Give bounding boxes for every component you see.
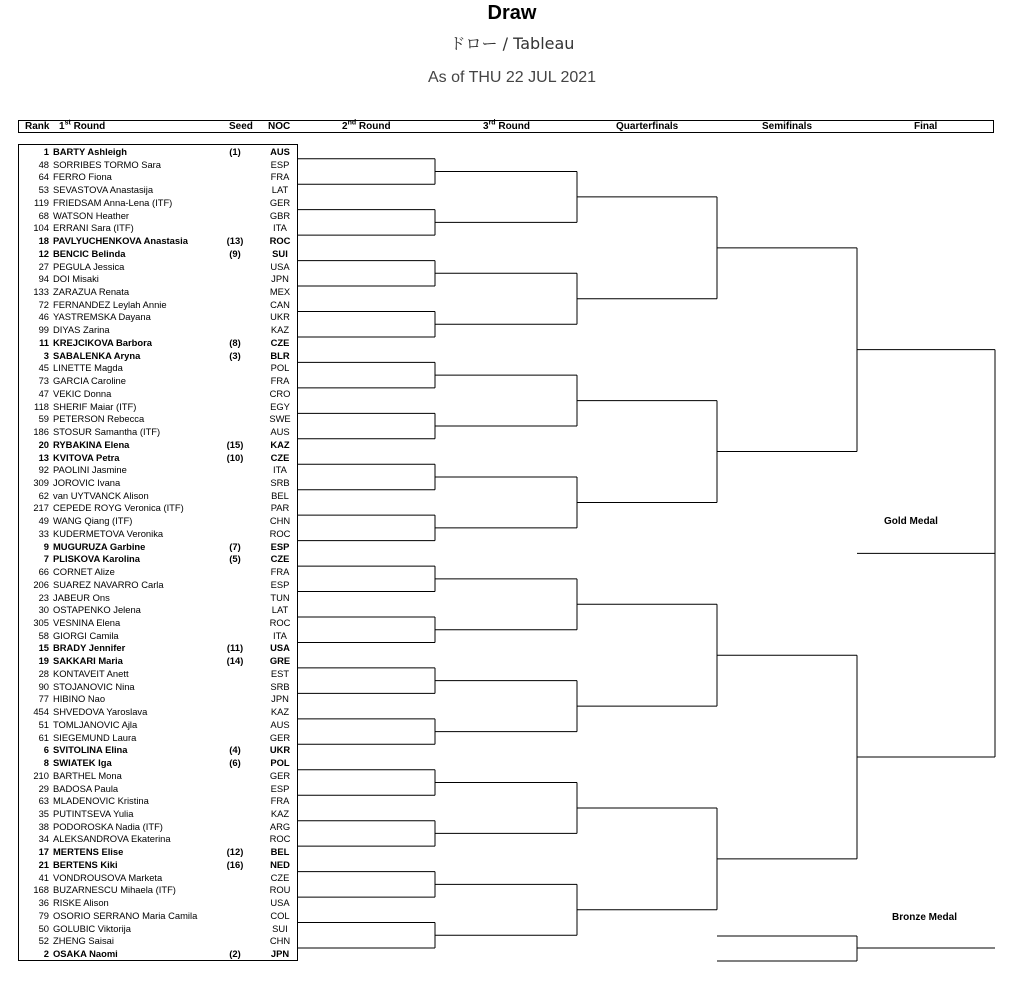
- player-noc: BEL: [271, 489, 289, 501]
- player-noc: BEL: [270, 846, 290, 858]
- player-noc: GBR: [269, 209, 291, 221]
- player-name: OSTAPENKO Jelena: [53, 604, 141, 616]
- player-rank: 210: [33, 769, 49, 781]
- player-name: BARTHEL Mona: [53, 769, 122, 781]
- player-name: PETERSON Rebecca: [53, 413, 145, 425]
- player-name: PEGULA Jessica: [53, 260, 125, 272]
- player-rank: 27: [38, 260, 49, 272]
- player-noc: FRA: [270, 795, 290, 807]
- player-name: ERRANI Sara (ITF): [53, 222, 134, 234]
- player-noc: TUN: [270, 591, 290, 603]
- player-name: van UYTVANCK Alison: [53, 489, 149, 501]
- player-name: JOROVIC Ivana: [53, 476, 121, 488]
- as-of-date: As of THU 22 JUL 2021: [427, 69, 597, 86]
- player-noc: CAN: [270, 298, 290, 310]
- player-noc: ITA: [273, 629, 287, 641]
- player-name: SWIATEK Iga: [53, 757, 112, 769]
- player-noc: PAR: [270, 502, 290, 514]
- player-rank: 51: [38, 718, 49, 730]
- player-rank: 49: [38, 515, 49, 527]
- col-quarterfinals: Quarterfinals: [616, 121, 679, 132]
- player-rank: 68: [38, 209, 49, 221]
- player-rank: 66: [38, 566, 49, 578]
- player-name: KUDERMETOVA Veronika: [53, 527, 164, 539]
- player-rank: 99: [38, 324, 49, 336]
- player-rank: 21: [38, 858, 49, 870]
- player-rank: 61: [38, 731, 49, 743]
- player-noc: UKR: [269, 744, 291, 756]
- player-name: FERRO Fiona: [53, 171, 112, 183]
- player-noc: BLR: [270, 349, 290, 361]
- player-rank: 50: [38, 922, 49, 934]
- player-name: GOLUBIC Viktorija: [53, 922, 131, 934]
- player-name: DOI Misaki: [53, 273, 99, 285]
- player-noc: POL: [270, 362, 290, 374]
- player-noc: FRA: [270, 171, 290, 183]
- player-name: SUAREZ NAVARRO Carla: [53, 578, 164, 590]
- player-noc: ROC: [269, 833, 291, 845]
- player-noc: CHN: [269, 515, 291, 527]
- player-name: RISKE Alison: [53, 897, 109, 909]
- player-rank: 168: [33, 884, 49, 896]
- player-rank: 8: [43, 757, 49, 769]
- player-rank: 217: [33, 502, 49, 514]
- player-rank: 12: [38, 247, 49, 259]
- player-name: STOJANOVIC Nina: [53, 680, 135, 692]
- player-noc: ROC: [269, 617, 291, 628]
- player-name: BADOSA Paula: [53, 782, 119, 794]
- player-name: WATSON Heather: [53, 209, 130, 221]
- player-rank: 35: [38, 807, 49, 819]
- player-noc: CZE: [270, 336, 290, 348]
- player-rank: 62: [38, 489, 49, 501]
- player-name: ALEKSANDROVA Ekaterina: [53, 833, 171, 845]
- player-rank: 18: [38, 235, 49, 247]
- player-name: SABALENKA Aryna: [53, 349, 141, 361]
- player-noc: CZE: [270, 451, 290, 463]
- player-noc: USA: [270, 260, 290, 272]
- player-noc: MEX: [269, 286, 291, 298]
- player-noc: LAT: [271, 604, 289, 616]
- player-noc: AUS: [270, 426, 290, 438]
- player-noc: POL: [270, 757, 290, 769]
- player-noc: USA: [270, 642, 290, 654]
- player-rank: 47: [38, 387, 49, 399]
- player-name: OSORIO SERRANO Maria Camila: [53, 909, 198, 921]
- player-seed: (12): [226, 846, 244, 858]
- player-name: PAOLINI Jasmine: [53, 464, 127, 476]
- player-noc: ESP: [270, 578, 290, 590]
- col-third-round: 3rd Round: [483, 119, 530, 132]
- player-noc: SRB: [270, 476, 290, 488]
- player-name: BRADY Jennifer: [53, 642, 126, 654]
- player-noc: JPN: [271, 273, 289, 285]
- player-noc: ESP: [270, 782, 290, 794]
- player-name: VESNINA Elena: [53, 617, 121, 628]
- player-noc: KAZ: [270, 807, 290, 819]
- player-seed: (7): [229, 540, 241, 552]
- player-noc: NED: [270, 858, 290, 870]
- player-rank: 73: [38, 375, 49, 387]
- player-seed: (10): [226, 451, 244, 463]
- player-name: VEKIC Donna: [53, 387, 112, 399]
- player-name: BENCIC Belinda: [53, 247, 126, 259]
- player-noc: SUI: [272, 922, 288, 934]
- player-noc: ROC: [269, 235, 291, 247]
- player-name: PAVLYUCHENKOVA Anastasia: [53, 235, 188, 247]
- player-rank: 118: [34, 400, 49, 412]
- player-noc: ARG: [269, 820, 291, 832]
- player-rank: 58: [38, 629, 49, 641]
- player-rank: 206: [33, 578, 49, 590]
- player-name: RYBAKINA Elena: [53, 438, 130, 450]
- player-rank: 6: [43, 744, 49, 756]
- player-noc: UKR: [270, 311, 290, 323]
- player-seed: (5): [229, 553, 241, 565]
- player-noc: COL: [270, 909, 290, 921]
- col-second-round: 2nd Round: [342, 119, 391, 132]
- player-noc: USA: [270, 897, 290, 909]
- player-noc: FRA: [270, 375, 290, 387]
- player-name: SEVASTOVA Anastasija: [53, 184, 154, 196]
- player-seed: (6): [229, 757, 241, 769]
- player-noc: SRB: [270, 680, 290, 692]
- player-seed: (15): [226, 438, 244, 450]
- player-rank: 90: [38, 680, 49, 692]
- player-rank: 309: [33, 476, 49, 488]
- player-noc: CZE: [270, 553, 290, 565]
- player-name: PUTINTSEVA Yulia: [53, 807, 134, 819]
- player-rank: 59: [38, 413, 49, 425]
- player-rank: 63: [38, 795, 49, 807]
- player-rank: 94: [38, 273, 49, 285]
- player-noc: JPN: [270, 947, 290, 959]
- player-rank: 9: [43, 540, 49, 552]
- player-name: KREJCIKOVA Barbora: [53, 336, 152, 348]
- player-name: CORNET Alize: [53, 566, 115, 578]
- player-name: BUZARNESCU Mihaela (ITF): [53, 884, 176, 896]
- player-rank: 3: [43, 349, 49, 361]
- col-noc: NOC: [268, 121, 291, 132]
- player-name: PODOROSKA Nadia (ITF): [53, 820, 163, 832]
- player-noc: FRA: [270, 566, 290, 578]
- player-seed: (13): [226, 235, 244, 247]
- player-name: PLISKOVA Karolina: [53, 553, 140, 565]
- player-rank: 48: [38, 158, 49, 170]
- player-noc: CZE: [270, 871, 290, 883]
- player-seed: (14): [226, 655, 244, 667]
- col-final: Final: [914, 121, 938, 132]
- player-name: ZARAZUA Renata: [53, 286, 130, 298]
- player-noc: GRE: [269, 655, 291, 667]
- player-name: SIEGEMUND Laura: [53, 731, 137, 743]
- player-name: BERTENS Kiki: [53, 858, 118, 870]
- player-name: YASTREMSKA Dayana: [53, 311, 151, 323]
- player-noc: ESP: [270, 158, 290, 170]
- player-noc: KAZ: [270, 438, 290, 450]
- player-rank: 7: [43, 553, 49, 565]
- player-rank: 46: [38, 311, 49, 323]
- player-name: CEPEDE ROYG Veronica (ITF): [53, 502, 184, 514]
- player-rank: 119: [34, 196, 49, 208]
- player-seed: (11): [226, 642, 244, 654]
- player-noc: LAT: [271, 184, 289, 196]
- player-noc: EST: [270, 667, 290, 679]
- player-rank: 15: [38, 642, 49, 654]
- player-rank: 19: [38, 655, 49, 667]
- player-name: SAKKARI Maria: [53, 655, 123, 667]
- player-name: SVITOLINA Elina: [53, 744, 128, 756]
- gold-medal-label: Gold Medal: [884, 516, 938, 527]
- player-rank: 28: [38, 667, 49, 679]
- player-name: HIBINO Nao: [53, 693, 106, 705]
- player-noc: ROU: [269, 884, 291, 896]
- player-noc: KAZ: [270, 706, 290, 718]
- player-noc: ITA: [273, 222, 287, 234]
- player-rank: 305: [33, 617, 49, 628]
- player-rank: 186: [33, 426, 49, 438]
- player-noc: AUS: [270, 146, 290, 157]
- player-noc: ROC: [269, 527, 291, 539]
- player-name: TOMLJANOVIC Ajla: [53, 718, 138, 730]
- player-name: SHVEDOVA Yaroslava: [53, 706, 148, 718]
- player-name: FRIEDSAM Anna-Lena (ITF): [53, 196, 173, 208]
- player-noc: CRO: [269, 387, 291, 399]
- player-name: ZHENG Saisai: [53, 935, 114, 947]
- player-noc: KAZ: [270, 324, 290, 336]
- player-rank: 34: [38, 833, 49, 845]
- player-rank: 20: [38, 438, 49, 450]
- player-name: DIYAS Zarina: [53, 324, 110, 336]
- player-rank: 36: [38, 897, 49, 909]
- player-name: MERTENS Elise: [53, 846, 124, 858]
- player-name: SHERIF Maiar (ITF): [53, 400, 137, 412]
- player-name: VONDROUSOVA Marketa: [53, 871, 163, 883]
- player-seed: (8): [229, 336, 241, 348]
- player-rank: 72: [38, 298, 49, 310]
- player-rank: 133: [33, 286, 49, 298]
- player-seed: (4): [229, 744, 241, 756]
- player-noc: ESP: [270, 540, 290, 552]
- page-title: Draw: [487, 2, 537, 24]
- col-first-round: 1st Round: [59, 119, 106, 132]
- player-noc: GER: [269, 731, 291, 743]
- player-rank: 53: [38, 184, 49, 196]
- player-noc: CHN: [269, 935, 291, 947]
- player-name: LINETTE Magda: [53, 362, 123, 374]
- player-rank: 41: [38, 871, 49, 883]
- col-rank: Rank: [25, 121, 50, 132]
- player-rank: 13: [38, 451, 49, 463]
- player-name: GIORGI Camila: [53, 629, 119, 641]
- player-noc: GER: [269, 769, 291, 781]
- player-rank: 1: [43, 146, 49, 157]
- player-rank: 104: [33, 222, 49, 234]
- col-seed: Seed: [229, 121, 253, 132]
- player-noc: SWE: [269, 413, 291, 425]
- player-name: GARCIA Caroline: [53, 375, 126, 387]
- player-rank: 17: [38, 846, 49, 858]
- player-name: KVITOVA Petra: [53, 451, 120, 463]
- player-rank: 23: [38, 591, 49, 603]
- player-rank: 29: [38, 782, 49, 794]
- player-rank: 2: [43, 947, 49, 959]
- player-rank: 11: [39, 336, 49, 348]
- player-noc: EGY: [270, 400, 290, 412]
- player-name: BARTY Ashleigh: [53, 146, 127, 157]
- player-name: STOSUR Samantha (ITF): [53, 426, 161, 438]
- player-rank: 64: [38, 171, 49, 183]
- player-rank: 33: [38, 527, 49, 539]
- player-rank: 38: [38, 820, 49, 832]
- player-seed: (3): [229, 349, 241, 361]
- player-rank: 92: [38, 464, 49, 476]
- player-name: KONTAVEIT Anett: [53, 667, 129, 679]
- player-seed: (9): [229, 247, 241, 259]
- player-name: MUGURUZA Garbine: [53, 540, 146, 552]
- player-rank: 45: [38, 362, 49, 374]
- player-seed: (2): [229, 947, 241, 959]
- player-rank: 454: [33, 706, 49, 718]
- player-rank: 52: [38, 935, 49, 947]
- player-name: OSAKA Naomi: [53, 947, 118, 959]
- player-rank: 79: [38, 909, 49, 921]
- player-noc: JPN: [271, 693, 289, 705]
- player-name: SORRIBES TORMO Sara: [53, 158, 162, 170]
- player-seed: (16): [226, 858, 244, 870]
- player-noc: SUI: [272, 247, 288, 259]
- bronze-medal-label: Bronze Medal: [892, 912, 958, 923]
- player-name: FERNANDEZ Leylah Annie: [53, 298, 167, 310]
- player-rank: 30: [38, 604, 49, 616]
- player-noc: GER: [269, 196, 291, 208]
- player-name: JABEUR Ons: [53, 591, 110, 603]
- player-name: WANG Qiang (ITF): [53, 515, 133, 527]
- player-rank: 77: [38, 693, 49, 705]
- player-noc: ITA: [273, 464, 287, 476]
- player-seed: (1): [229, 146, 241, 157]
- player-name: MLADENOVIC Kristina: [53, 795, 149, 807]
- col-semifinals: Semifinals: [762, 121, 813, 132]
- page-subtitle: ドロー / Tableau: [449, 34, 575, 53]
- player-noc: AUS: [270, 718, 290, 730]
